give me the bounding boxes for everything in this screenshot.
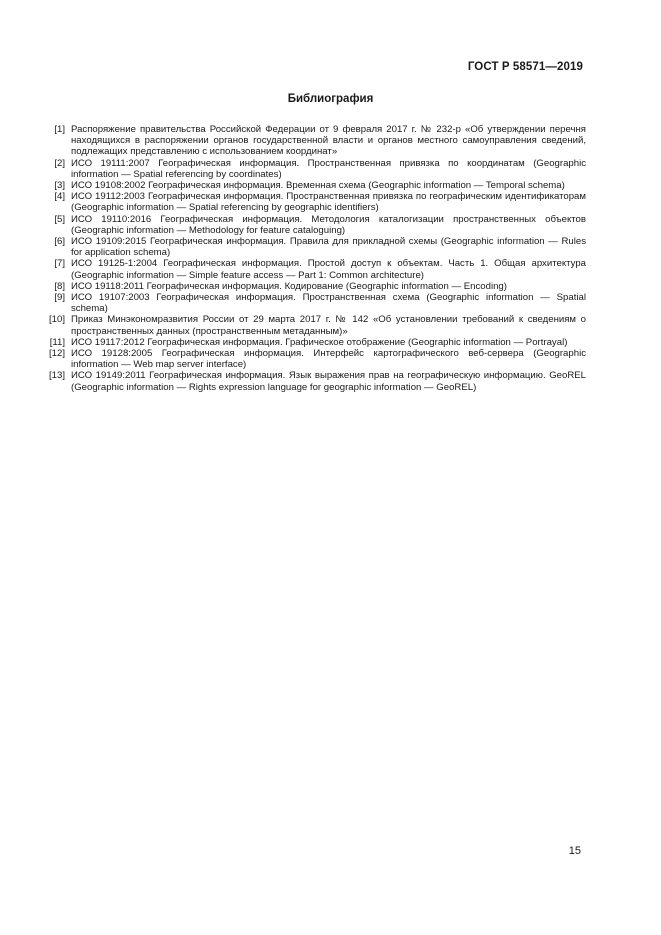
bibliography-item-number: [5] bbox=[54, 213, 65, 225]
bibliography-list bbox=[46, 124, 586, 393]
bibliography-item-number: [3] bbox=[54, 180, 65, 192]
bibliography-item-number: [2] bbox=[54, 157, 65, 169]
bibliography-item bbox=[46, 337, 586, 348]
section-title: Библиография bbox=[287, 93, 374, 105]
bibliography-item-number: [4] bbox=[54, 191, 65, 203]
bibliography-item-text: ИСО 19118:2011 Географическая информация. Кодирование (Geographic information — Encoding) bbox=[71, 280, 507, 292]
bibliography-item-text: ИСО 19128:2005 Географическая информация. Интерфейс картографического веб-сервера (Geographic information — Web map server interface) bbox=[71, 348, 586, 371]
bibliography-item bbox=[46, 370, 586, 392]
bibliography-item bbox=[46, 124, 586, 158]
bibliography-item bbox=[46, 191, 586, 213]
bibliography-item-number: [9] bbox=[54, 292, 65, 304]
standard-designation: ГОСТ Р 58571—2019 bbox=[467, 61, 583, 73]
page-number: 15 bbox=[568, 845, 581, 857]
bibliography-item-number: [12] bbox=[48, 348, 65, 360]
bibliography-item-number: [8] bbox=[54, 280, 65, 292]
bibliography-item-number: [6] bbox=[54, 236, 65, 248]
bibliography-item-text: Приказ Минэкономразвития России от 29 марта 2017 г. № 142 «Об установлении требований к сведениям о пространственных данных (пространственным метаданным)» bbox=[71, 314, 586, 337]
bibliography-item-text: ИСО 19107:2003 Географическая информация. Пространственная схема (Geographic information — Spatial schema) bbox=[71, 292, 586, 315]
bibliography-item bbox=[46, 158, 586, 180]
bibliography-item bbox=[46, 236, 586, 258]
bibliography-item-text: ИСО 19149:2011 Географическая информация. Язык выражения прав на географическую информацию. GeoREL (Geographic information — Rights expression language for geographic information — GeoREL) bbox=[71, 370, 586, 393]
bibliography-item-number: [13] bbox=[48, 370, 65, 382]
bibliography-item-text: ИСО 19108:2002 Географическая информация. Временная схема (Geographic information — Temporal schema) bbox=[71, 180, 565, 192]
bibliography-item-text: ИСО 19110:2016 Географическая информация. Методология каталогизации пространственных объектов (Geographic information — Methodology for feature cataloguing) bbox=[71, 213, 586, 236]
bibliography-item bbox=[46, 180, 586, 191]
bibliography-item bbox=[46, 214, 586, 236]
bibliography-item-text: ИСО 19109:2015 Географическая информация. Правила для прикладной схемы (Geographic information — Rules for application schema) bbox=[71, 236, 586, 259]
bibliography-item-text: ИСО 19111:2007 Географическая информация. Пространственная привязка по координатам (Geographic information — Spatial referencing by coordinates) bbox=[71, 157, 586, 180]
bibliography-item-text: ИСО 19125-1:2004 Географическая информация. Простой доступ к объектам. Часть 1. Общая архитектура (Geographic information — Simple feature access — Part 1: Common architecture) bbox=[71, 258, 586, 281]
bibliography-item-number: [10] bbox=[48, 314, 65, 326]
bibliography-item-number: [1] bbox=[54, 124, 65, 135]
bibliography-item bbox=[46, 292, 586, 314]
bibliography-item bbox=[46, 348, 586, 370]
bibliography-item-number: [11] bbox=[49, 336, 65, 348]
bibliography-item-text: ИСО 19112:2003 Географическая информация. Пространственная привязка по географическим идентификаторам (Geographic information — Spatial referencing by geographic identifiers) bbox=[71, 191, 586, 214]
bibliography-item-text: Распоряжение правительства Российской Федерации от 9 февраля 2017 г. № 232-р «Об утверждении перечня находящихся в распоряжении органов государственной власти и органов местного самоуправления сведений, подлежащих представлению с использованием координат» bbox=[71, 124, 586, 158]
bibliography-item-text: ИСО 19117:2012 Географическая информация. Графическое отображение (Geographic information — Portrayal) bbox=[71, 336, 568, 348]
bibliography-item-number: [7] bbox=[54, 258, 65, 270]
bibliography-item bbox=[46, 258, 586, 280]
bibliography-item bbox=[46, 281, 586, 292]
bibliography-item bbox=[46, 314, 586, 336]
